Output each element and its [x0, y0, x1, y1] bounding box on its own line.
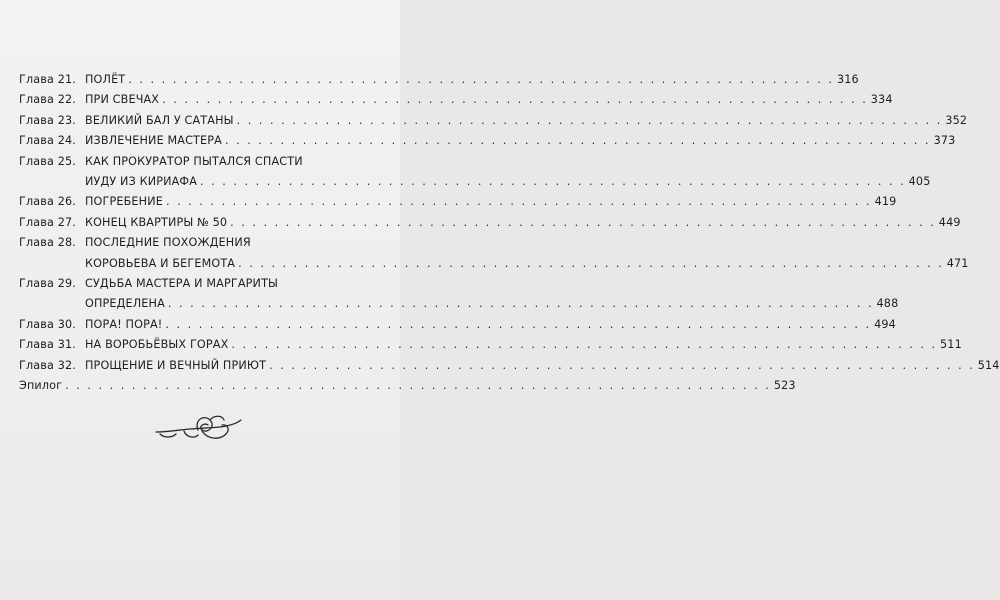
chapter-title: КАК ПРОКУРАТОР ПЫТАЛСЯ СПАСТИ [85, 154, 303, 168]
epilogue-title: Эпилог [19, 379, 63, 393]
toc-entry [19, 233, 969, 274]
page-number: 316 [836, 73, 859, 86]
chapter-number: Глава 27. [19, 215, 76, 229]
chapter-title: ПРИ СВЕЧАХ [85, 93, 160, 107]
chapter-title: ПОГРЕБЕНИЕ [85, 195, 163, 209]
page-number: 449 [938, 215, 961, 229]
chapter-title: ИЗВЛЕЧЕНИЕ МАСТЕРА [85, 134, 222, 148]
dot-leader [168, 294, 874, 314]
toc-entry [19, 111, 968, 131]
chapter-title: КОНЕЦ КВАРТИРЫ № 50 [85, 215, 228, 229]
page-number: 488 [876, 297, 899, 311]
chapter-title: ПРОЩЕНИЕ И ВЕЧНЫЙ ПРИЮТ [85, 358, 267, 372]
chapter-number: Глава 25. [19, 154, 76, 168]
toc-entry [19, 356, 1000, 376]
chapter-title: КОРОВЬЕВА И БЕГЕМОТА [85, 256, 236, 270]
dot-leader [237, 111, 943, 131]
chapter-title: НА ВОРОБЬЁВЫХ ГОРАХ [85, 338, 229, 352]
dot-leader [238, 254, 944, 274]
page-number: 405 [908, 175, 931, 189]
toc-entry [19, 152, 931, 193]
chapter-number: Глава 29. [19, 277, 76, 291]
chapter-number: Глава 32. [19, 358, 76, 372]
toc-entry [19, 90, 893, 110]
dot-leader [200, 172, 906, 192]
chapter-title: ОПРЕДЕЛЕНА [85, 297, 165, 311]
chapter-title: ИУДУ ИЗ КИРИАФА [85, 175, 198, 189]
chapter-number: Глава 24. [19, 134, 76, 148]
page-number: 471 [946, 256, 969, 270]
chapter-title: ПОРА! ПОРА! [85, 317, 163, 331]
chapter-title: ВЕЛИКИЙ БАЛ У САТАНЫ [85, 113, 234, 127]
toc-entry [19, 376, 796, 396]
page-number: 494 [874, 317, 896, 331]
toc-entry [19, 274, 899, 315]
dot-leader [65, 376, 771, 396]
page-number: 514 [977, 358, 1000, 372]
chapter-number: Глава 26. [19, 195, 76, 209]
toc-entry [19, 315, 896, 335]
chapter-title: ПОЛЁТ [85, 73, 126, 86]
dot-leader [166, 192, 872, 212]
dot-leader [269, 356, 975, 376]
chapter-number: Глава 21. [19, 73, 76, 86]
dot-leader [231, 335, 937, 355]
dot-leader [162, 90, 868, 110]
toc-entry [19, 70, 859, 90]
toc-entry [19, 192, 897, 212]
dot-leader [165, 315, 871, 335]
page-number: 419 [874, 195, 897, 209]
flourish-ornament-icon [150, 410, 246, 448]
chapter-number: Глава 31. [19, 338, 76, 352]
toc-entry [19, 335, 962, 355]
toc-entry [19, 131, 956, 151]
chapter-number: Глава 22. [19, 93, 76, 107]
page-number: 373 [933, 134, 956, 148]
page-number: 523 [773, 379, 796, 393]
dot-leader [230, 213, 936, 233]
page-number: 352 [945, 113, 968, 127]
toc-entry [19, 213, 961, 233]
dot-leader [225, 131, 931, 151]
page-number: 334 [870, 93, 893, 107]
chapter-number: Глава 23. [19, 113, 76, 127]
chapter-number: Глава 28. [19, 236, 76, 250]
page-number: 511 [940, 338, 962, 352]
chapter-title: ПОСЛЕДНИЕ ПОХОЖДЕНИЯ [85, 236, 251, 250]
chapter-number: Глава 30. [19, 317, 76, 331]
chapter-title: СУДЬБА МАСТЕРА И МАРГАРИТЫ [85, 277, 279, 291]
table-of-contents [19, 70, 1000, 397]
dot-leader [128, 70, 834, 90]
